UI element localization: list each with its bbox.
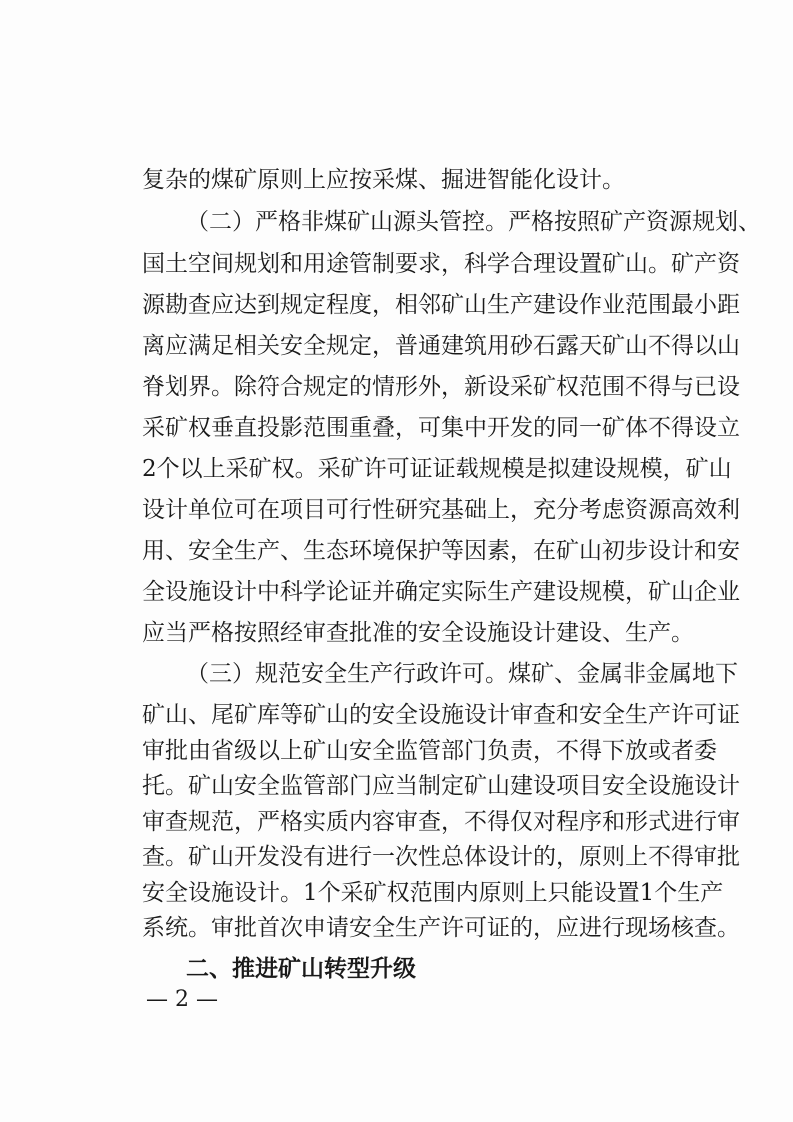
paragraph-line (186, 206, 761, 238)
paragraph-line: 脊划界。除符合规定的情形外，新设采矿权范围不得与已设 (142, 374, 740, 400)
paragraph-line: 查。矿山开发没有进行一次性总体设计的，原则上不得审批 (142, 844, 740, 870)
page-number: — 2 — (146, 987, 218, 1012)
paragraph-line: 国土空间规划和用途管制要求，科学合理设置矿山。矿产资 (142, 251, 740, 277)
paragraph-text: 严格按照矿产资源规划、 (508, 209, 761, 235)
paragraph-line: 离应满足相关安全规定，普通建筑用砂石露天矿山不得以山 (142, 333, 740, 359)
paragraph-line: 全设施设计中科学论证并确定实际生产建设规模，矿山企业 (142, 579, 740, 605)
paragraph-line: 设计单位可在项目可行性研究基础上，充分考虑资源高效利 (142, 497, 740, 523)
subheading-3: （三）规范安全生产行政许可。 (186, 661, 508, 687)
paragraph-line: 用、安全生产、生态环境保护等因素，在矿山初步设计和安 (142, 538, 740, 564)
paragraph-text: 煤矿、金属非金属地下 (508, 661, 738, 687)
paragraph-line: 托。矿山安全监管部门应当制定矿山建设项目安全设施设计 (142, 773, 740, 799)
paragraph-line: 2个以上采矿权。采矿许可证证载规模是拟建设规模，矿山 (142, 456, 732, 482)
paragraph-line: 系统。审批首次申请安全生产许可证的，应进行现场核查。 (142, 915, 740, 941)
paragraph-line: 审批由省级以上矿山安全监管部门负责，不得下放或者委 (142, 738, 717, 764)
paragraph-line: 应当严格按照经审查批准的安全设施设计建设、生产。 (142, 620, 694, 646)
section-heading: 二、推进矿山转型升级 (186, 956, 416, 982)
paragraph-line: 采矿权垂直投影范围重叠，可集中开发的同一矿体不得设立 (142, 415, 740, 441)
subheading-2: （二）严格非煤矿山源头管控。 (186, 209, 508, 235)
paragraph-line: 源勘查应达到规定程度，相邻矿山生产建设作业范围最小距 (142, 292, 740, 318)
paragraph-line: 复杂的煤矿原则上应按采煤、掘进智能化设计。 (142, 167, 625, 193)
paragraph-line: 审查规范，严格实质内容审查，不得仅对程序和形式进行审 (142, 809, 740, 835)
paragraph-line (186, 658, 738, 690)
paragraph-line: 矿山、尾矿库等矿山的安全设施设计审查和安全生产许可证 (142, 702, 740, 728)
paragraph-line: 安全设施设计。1个采矿权范围内原则上只能设置1个生产 (142, 880, 724, 906)
